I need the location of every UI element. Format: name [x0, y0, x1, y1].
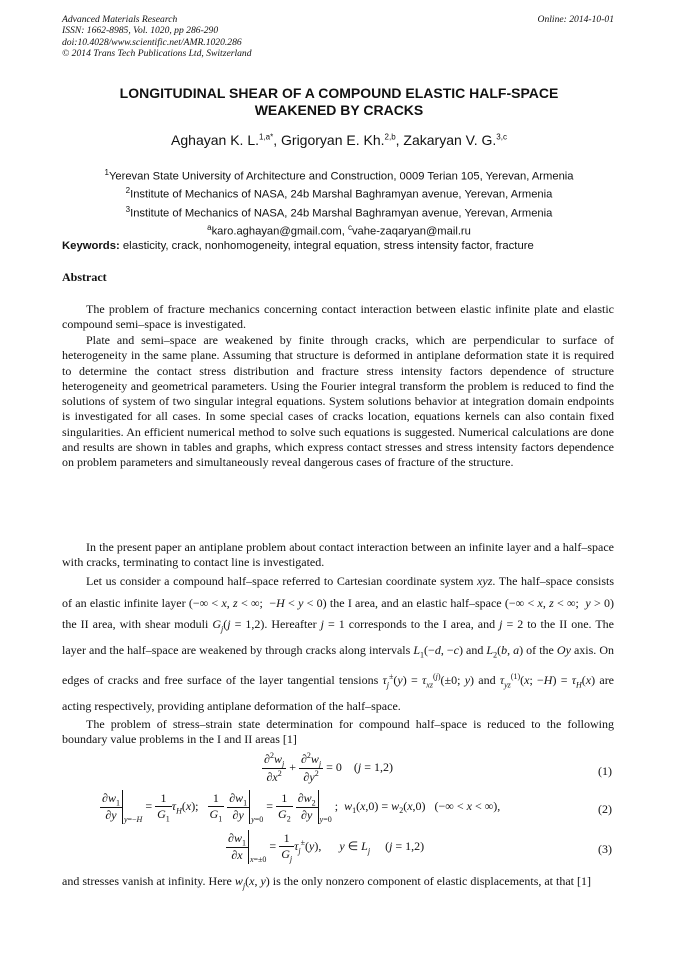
doi-line: doi:10.4028/www.scientific.net/AMR.1020.286 [62, 36, 242, 48]
equation-3: $\frac{\partial w_1}{\partial x}$ x=±0 = $\frac{1}{G_j}$ $\tau_j^\pm(y)$, y ∈ $L_j$ (j = 1,2) [228, 830, 425, 864]
affiliations [60, 166, 618, 240]
abstract-paragraph-1: The problem of fracture mechanics concerning contact interaction between elastic infinite plate and elastic compound semi–space is investigated. [62, 302, 614, 332]
title-line-2: WEAKENED BY CRACKS [254, 102, 424, 118]
keywords-label: Keywords: [62, 240, 120, 252]
email-a[interactable]: karo.aghayan@gmail.com, [211, 226, 348, 239]
author-list [60, 132, 618, 148]
abstract-paragraph-2: Plate and semi–space are weakened by finite through cracks, which are perpendicular to surface of heterogeneity in the same plane. Assuming that structure is deformed in antiplane deformation state it is required to determine the contact stress distribution and fracture stress intensity factors dependence of structure heterogeneity and geometrical parameters. Using the Fourier integral transform the problem is reduced to find the solutions of system of two singular integral equations. System solutions behavior at integration domain endpoints is investigated for all cases. In some special cases of cracks location, equations kernels can also contain fixed singularities. An efficient numerical method to solve such equations is suggested. Numerical calculations are done and results are shown in tables and graphs, which express contact stresses and stress intensity factors dependence on problem parameters and simultaneously reveal dangerous cases of fracture of the structure. [62, 333, 614, 470]
author-1-affil: 1,a* [259, 132, 274, 142]
author-2-affil: 2,b [384, 132, 396, 142]
tail-paragraph: and stresses vanish at infinity. Here $w_j(x$, y) is the only nonzero component of elastic displacements, at that [1] [62, 874, 592, 891]
online-date: Online: 2014-10-01 [537, 14, 614, 25]
emails: $^a$karo.aghayan@gmail.com, $^c$vahe-zaqaryan@mail.ru [207, 223, 471, 239]
equation-1: $\frac{\partial^2w_j}{\partial x^2}$ + $\frac{\partial^2w_j}{\partial y^2}$ = 0 (j = 1,2) [264, 751, 394, 785]
intro-paragraph-2: Let us consider a compound half–space referred to Cartesian coordinate system xyz. The half–space consists of an elastic infinite layer (−∞ < x, z < ∞; −H < y < 0) the I area, and an elastic half–space (−∞ < x, z < ∞; y > 0) the II area, with shear moduli $G_j(j = 1,2)$. Hereafter j = 1 corresponds to the I area, and j = 2 to the II one. The layer and the half–space are weakened by through cracks along intervals $L_1(-d$, −c) and $L_2(b$, a) of the Oy axis. On edges of cracks and free surface of the layer tangential tensions $\tau_j^\pm(y) = \tau_{xz}^{(j)}(\pm 0$; y) and $\tau_{yz}^{(1)}(x$; $-H) = \tau_H(x)$ are acting respectively, providing antiplane deformation of the half–space. [62, 574, 615, 714]
issn-line: ISSN: 1662-8985, Vol. 1020, pp 286-290 [62, 25, 219, 37]
author-3-affil: 3,c [496, 132, 507, 142]
equation-2: $\frac{\partial w_1}{\partial y}$ y=−H = $\frac{1}{G_1}$ $\tau_H(x)$; $\frac{1}{G_1}$ $\frac{\partial w_1}{\partial y}$ y=0 = $\frac{1}{G_2}$ $\frac{\partial w_2}{\partial y}$ y=0 ; $w_1(x,0) = w_2(x,0)$ (−∞ < x < ∞), [102, 790, 501, 824]
equation-2-number: (2) [598, 802, 612, 816]
title-line-1: LONGITUDINAL SHEAR OF A COMPOUND ELASTIC HALF-SPACE [119, 85, 559, 101]
author-3: , Zakaryan V. G. [395, 132, 497, 148]
affiliation-3: $^3$Institute of Mechanics of NASA, 24b Marshal Baghramyan avenue, Yerevan, Armenia [125, 204, 553, 220]
affiliation-2: $^2$Institute of Mechanics of NASA, 24b Marshal Baghramyan avenue, Yerevan, Armenia [125, 186, 553, 202]
keywords [62, 240, 618, 252]
journal-header [62, 14, 252, 60]
keywords-list: elasticity, crack, nonhomogeneity, integral equation, stress intensity factor, fracture [119, 240, 534, 252]
affiliation-1: $^1$Yerevan State University of Architecture and Construction, 0009 Terian 105, Yerevan, Armenia [104, 168, 574, 183]
copyright-line: © 2014 Trans Tech Publications Ltd, Switzerland [62, 48, 252, 60]
journal-name: Advanced Materials Research [62, 14, 178, 25]
author-2: , Grigoryan E. Kh. [273, 132, 385, 148]
intro-paragraph-1: In the present paper an antiplane problem about contact interaction between an infinite layer and a half–space with cracks, terminating to contact line is investigated. [62, 540, 614, 570]
paper-title [60, 85, 618, 119]
author-1: Aghayan K. L. [171, 132, 259, 148]
equation-1-number: (1) [598, 764, 612, 778]
abstract-heading: Abstract [62, 270, 107, 284]
equation-3-number: (3) [598, 842, 612, 856]
intro-paragraph-3: The problem of stress–strain state determination for compound half–space is reduced to the following boundary value problems in the I and II areas [1] [62, 717, 614, 747]
email-c[interactable]: vahe-zaqaryan@mail.ru [351, 226, 471, 239]
